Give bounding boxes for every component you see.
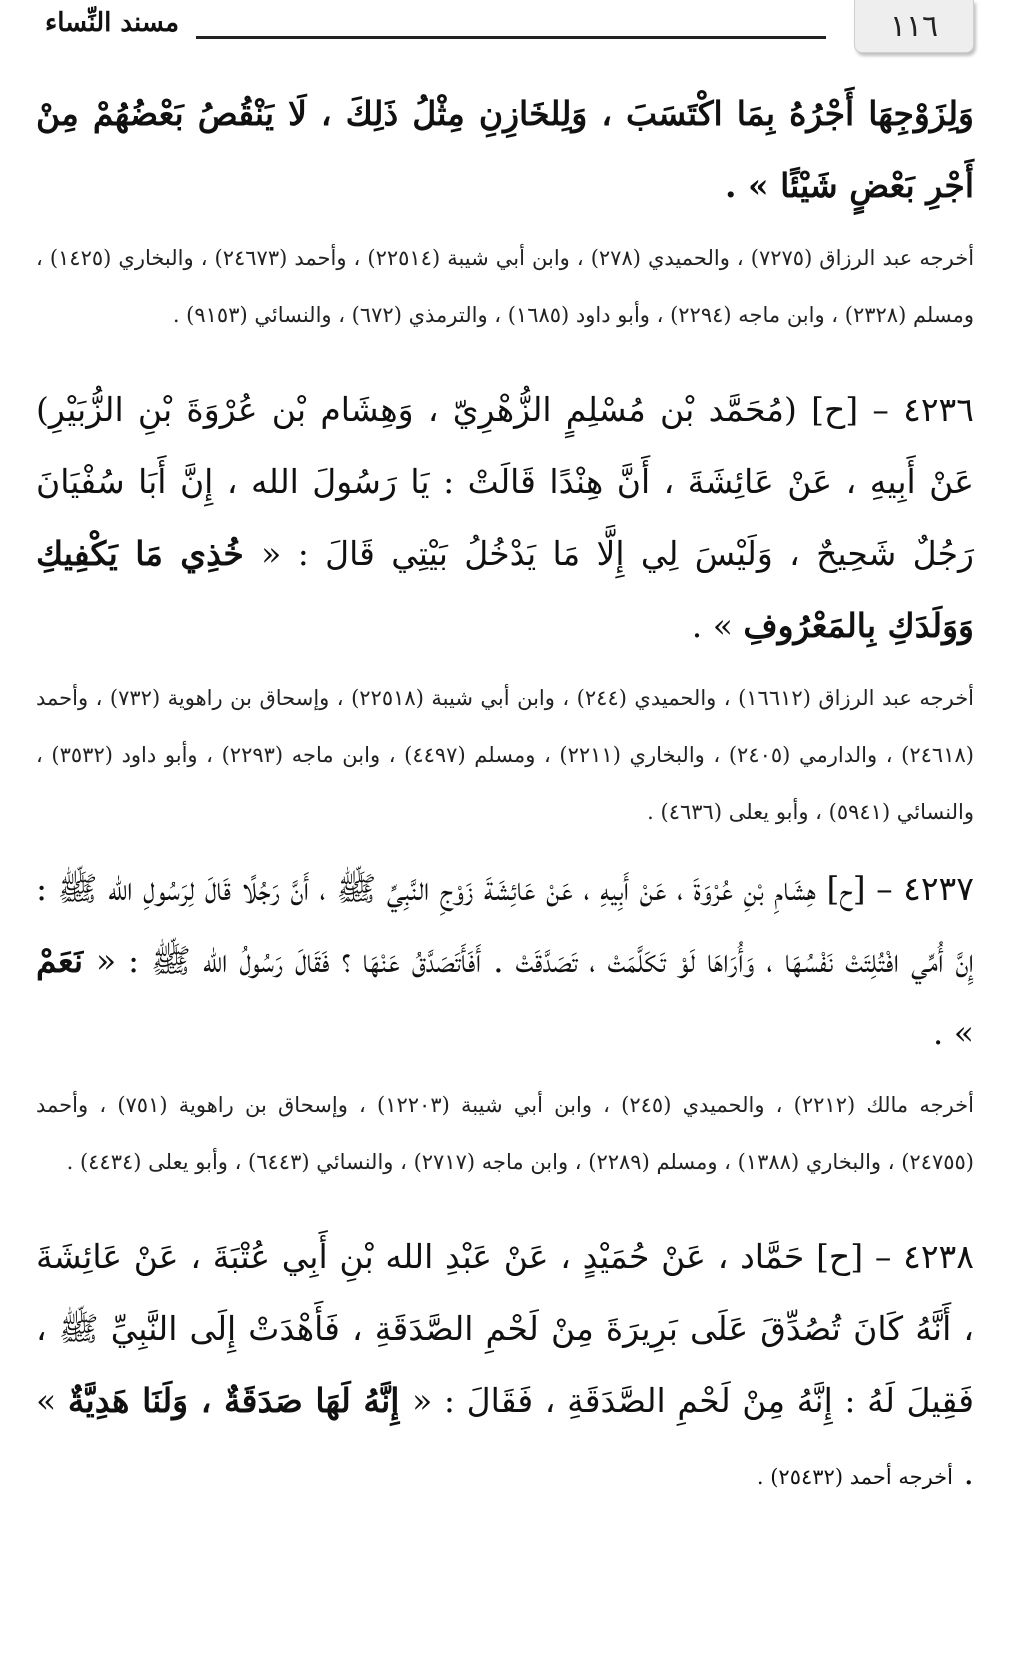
running-title: مسند النِّساء [45,8,179,38]
takhrij-note: أخرجه أحمد (٢٥٤٣٢) . [756,1465,953,1489]
takhrij-note: أخرجه عبد الرزاق (٧٢٧٥) ، والحميدي (٢٧٨) ، وابن أبي شيبة (٢٢٥١٤) ، وأحمد (٢٤٦٧٣) ، والبخاري (١٤٢٥) ، ومسلم (٢٣٢٨) ، وابن ماجه (٢٢٩٤) ، وأبو داود (١٦٨٥) ، والترمذي (٦٧٢) ، والنسائي (٩١٥٣) . [36,246,975,327]
hadith-4236 [36,374,974,662]
header-rule [196,36,826,39]
continued-hadith-text [36,78,974,222]
takhrij-note: أخرجه عبد الرزاق (١٦٦١٢) ، والحميدي (٢٤٤) ، وابن أبي شيبة (٢٢٥١٨) ، وإسحاق بن راهوية (٧٣٢) ، وأحمد (٢٤٦١٨) ، والدارمي (٢٤٠٥) ، والبخاري (٢٢١١) ، ومسلم (٤٤٩٧) ، وابن ماجه (٢٢٩٣) ، وأبو داود (٣٥٣٢) ، والنسائي (٥٩٤١) ، وأبو يعلى (٤٦٣٦) . [36,686,975,824]
hadith-number: ٤٢٣٨ – [ح] [816,1237,974,1276]
takhrij-note: أخرجه مالك (٢٢١٢) ، والحميدي (٢٤٥) ، وابن أبي شيبة (١٢٢٠٣) ، وإسحاق بن راهوية (٧٥١) ، وأحمد (٢٤٧٥٥) ، والبخاري (١٣٨٨) ، ومسلم (٢٢٨٩) ، وابن ماجه (٢٧١٧) ، والنسائي (٦٤٤٣) ، وأبو يعلى (٤٤٣٤) . [36,1093,974,1174]
hadith-4238 [36,1221,974,1513]
page-number-tab [854,0,974,53]
hadith-end: » . [691,606,744,645]
hadith-quote: خُذِي مَا يَكْفِيكِ وَوَلَدَكِ بِالمَعْرُوفِ [36,534,974,645]
hadith-end: » . [932,1013,974,1052]
hadith-quote: نَعَمْ [36,941,96,980]
page-header [0,0,1010,62]
page-content [36,78,974,1513]
hadith-number: ٤٢٣٦ – [ح] [811,390,975,429]
page-number: ١١٦ [889,8,939,44]
hadith-text: حَمَّاد ، عَنْ حُمَيْدٍ ، عَنْ عَبْدِ الله بْنِ أَبِي عُتْبَةَ ، عَنْ عَائِشَةَ ، أَنَّهُ كَانَ تُصُدِّقَ عَلَى بَرِيرَةَ مِنْ لَحْمِ الصَّدَقَةِ ، فَأَهْدَتْ إِلَى النَّبِيِّ ﷺ ، فَقِيلَ لَهُ : إِنَّهُ مِنْ لَحْمِ الصَّدَقَةِ ، فَقَالَ : « [36,1237,974,1420]
hadith-text: (مُحَمَّد بْن مُسْلِمٍ الزُّهْرِيّ ، وَهِشَام بْن عُرْوَةَ بْنِ الزُّبَيْرِ) عَنْ أَبِيهِ ، عَنْ عَائِشَةَ ، أَنَّ هِنْدًا قَالَتْ : يَا رَسُولَ الله ، إِنَّ أَبَا سُفْيَانَ رَجُلٌ شَحِيحٌ ، وَلَيْسَ لِي إِلَّا مَا يَدْخُلُ بَيْتِي قَالَ : « [36,390,974,573]
hadith-4237 [36,853,974,1069]
hadith-end: » . [36,1381,974,1492]
hadith-quote: إِنَّهُ لَهَا صَدَقَةٌ ، وَلَنَا هَدِيَّةٌ [67,1381,413,1420]
hadith-text: هِشَامِ بْنِ عُرْوَةَ ، عَنْ أَبِيهِ ، عَنْ عَائِشَةَ زَوْجِ النَّبِيِّ ﷺ ، أَنَّ رَجُلًا قَالَ لِرَسُولِ الله ﷺ : إِنَّ أُمِّي افْتُلِتَتْ نَفْسُهَا ، وَأُرَاهَا لَوْ تَكَلَّمَتْ ، تَصَدَّقَتْ . أَفَأَتَصَدَّقُ عَنْهَا ؟ فَقَالَ رَسُولُ الله ﷺ : « [36,869,974,980]
hadith-number: ٤٢٣٧ – [ح] [826,869,975,908]
hadith-continuation: وَلِزَوْجِهَا أَجْرُهُ بِمَا اكْتَسَبَ ، وَلِلخَازِنِ مِثْلُ ذَلِكَ ، لَا يَنْقُصُ بَعْضُهُمْ مِنْ أَجْرِ بَعْضٍ شَيْئًا » . [36,94,974,205]
